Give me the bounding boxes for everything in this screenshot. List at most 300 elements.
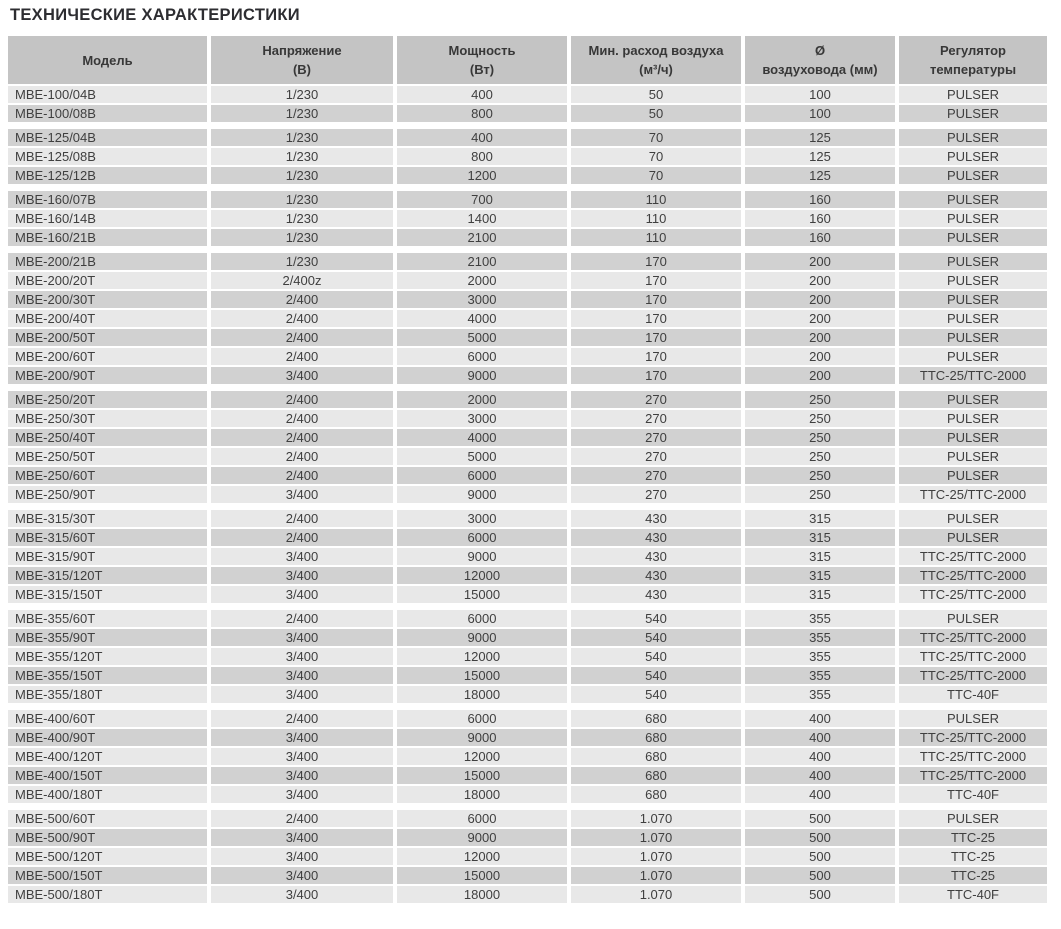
voltage-cell: 2/400 xyxy=(211,329,393,346)
table-row xyxy=(8,448,1047,465)
voltage-cell: 2/400 xyxy=(211,610,393,627)
voltage-cell: 2/400 xyxy=(211,310,393,327)
regulator-cell: TTC-25/TTC-2000 xyxy=(899,367,1047,384)
airflow-cell: 680 xyxy=(571,710,741,727)
voltage-cell: 3/400 xyxy=(211,629,393,646)
column-header-label: Регулятор xyxy=(940,43,1006,58)
regulator-cell: TTC-25/TTC-2000 xyxy=(899,667,1047,684)
model-cell: MBE-500/120T xyxy=(8,848,207,865)
group-spacer-cell xyxy=(8,805,1047,808)
power-cell: 12000 xyxy=(397,567,567,584)
power-cell: 5000 xyxy=(397,329,567,346)
power-cell: 700 xyxy=(397,191,567,208)
airflow-cell: 50 xyxy=(571,105,741,122)
power-cell: 12000 xyxy=(397,748,567,765)
duct-cell: 315 xyxy=(745,548,895,565)
power-cell: 15000 xyxy=(397,767,567,784)
airflow-cell: 170 xyxy=(571,291,741,308)
power-cell: 5000 xyxy=(397,448,567,465)
duct-cell: 200 xyxy=(745,310,895,327)
airflow-cell: 540 xyxy=(571,629,741,646)
airflow-cell: 270 xyxy=(571,410,741,427)
power-cell: 2000 xyxy=(397,391,567,408)
model-cell: MBE-200/20T xyxy=(8,272,207,289)
model-cell: MBE-200/21B xyxy=(8,253,207,270)
table-row xyxy=(8,510,1047,527)
group-spacer xyxy=(8,186,1047,189)
airflow-cell: 170 xyxy=(571,329,741,346)
voltage-cell: 2/400 xyxy=(211,510,393,527)
table-row xyxy=(8,410,1047,427)
regulator-cell: TTC-25/TTC-2000 xyxy=(899,767,1047,784)
table-row xyxy=(8,167,1047,184)
power-cell: 2100 xyxy=(397,253,567,270)
airflow-cell: 1.070 xyxy=(571,886,741,903)
duct-cell: 200 xyxy=(745,253,895,270)
airflow-cell: 430 xyxy=(571,567,741,584)
voltage-cell: 3/400 xyxy=(211,786,393,803)
table-row xyxy=(8,829,1047,846)
voltage-cell: 3/400 xyxy=(211,767,393,784)
table-row xyxy=(8,467,1047,484)
table-row xyxy=(8,210,1047,227)
power-cell: 1400 xyxy=(397,210,567,227)
regulator-cell: PULSER xyxy=(899,86,1047,103)
voltage-cell: 3/400 xyxy=(211,886,393,903)
power-cell: 2100 xyxy=(397,229,567,246)
voltage-cell: 3/400 xyxy=(211,567,393,584)
duct-cell: 200 xyxy=(745,272,895,289)
duct-cell: 400 xyxy=(745,710,895,727)
power-cell: 800 xyxy=(397,148,567,165)
model-cell: MBE-100/08B xyxy=(8,105,207,122)
duct-cell: 355 xyxy=(745,629,895,646)
voltage-cell: 3/400 xyxy=(211,748,393,765)
group-spacer-cell xyxy=(8,605,1047,608)
model-cell: MBE-500/150T xyxy=(8,867,207,884)
duct-cell: 200 xyxy=(745,367,895,384)
regulator-cell: PULSER xyxy=(899,210,1047,227)
power-cell: 9000 xyxy=(397,829,567,846)
duct-cell: 125 xyxy=(745,148,895,165)
model-cell: MBE-200/50T xyxy=(8,329,207,346)
voltage-cell: 2/400 xyxy=(211,429,393,446)
column-header-sublabel: воздуховода (мм) xyxy=(762,62,878,77)
column-header-model xyxy=(8,36,207,84)
regulator-cell: PULSER xyxy=(899,610,1047,627)
model-cell: MBE-160/07B xyxy=(8,191,207,208)
airflow-cell: 1.070 xyxy=(571,829,741,846)
voltage-cell: 3/400 xyxy=(211,586,393,603)
voltage-cell: 3/400 xyxy=(211,729,393,746)
model-cell: MBE-250/20T xyxy=(8,391,207,408)
model-cell: MBE-315/30T xyxy=(8,510,207,527)
airflow-cell: 430 xyxy=(571,548,741,565)
airflow-cell: 680 xyxy=(571,729,741,746)
regulator-cell: PULSER xyxy=(899,810,1047,827)
spec-table-body xyxy=(8,86,1047,903)
voltage-cell: 2/400 xyxy=(211,710,393,727)
duct-cell: 500 xyxy=(745,886,895,903)
table-row xyxy=(8,729,1047,746)
power-cell: 6000 xyxy=(397,810,567,827)
regulator-cell: PULSER xyxy=(899,429,1047,446)
power-cell: 400 xyxy=(397,86,567,103)
table-row xyxy=(8,748,1047,765)
table-row xyxy=(8,548,1047,565)
duct-cell: 500 xyxy=(745,867,895,884)
column-header-sublabel: (В) xyxy=(292,62,312,77)
model-cell: MBE-355/60T xyxy=(8,610,207,627)
table-row xyxy=(8,291,1047,308)
regulator-cell: PULSER xyxy=(899,191,1047,208)
airflow-cell: 170 xyxy=(571,310,741,327)
table-row xyxy=(8,610,1047,627)
voltage-cell: 1/230 xyxy=(211,167,393,184)
regulator-cell: TTC-25/TTC-2000 xyxy=(899,629,1047,646)
voltage-cell: 3/400 xyxy=(211,367,393,384)
column-header-voltage xyxy=(211,36,393,84)
airflow-cell: 680 xyxy=(571,748,741,765)
voltage-cell: 2/400 xyxy=(211,391,393,408)
duct-cell: 100 xyxy=(745,86,895,103)
group-spacer xyxy=(8,505,1047,508)
airflow-cell: 170 xyxy=(571,348,741,365)
regulator-cell: PULSER xyxy=(899,391,1047,408)
airflow-cell: 540 xyxy=(571,610,741,627)
column-header-temp-regulator xyxy=(899,36,1047,84)
voltage-cell: 2/400 xyxy=(211,410,393,427)
model-cell: MBE-250/40T xyxy=(8,429,207,446)
model-cell: MBE-250/90T xyxy=(8,486,207,503)
power-cell: 9000 xyxy=(397,486,567,503)
airflow-cell: 270 xyxy=(571,486,741,503)
regulator-cell: TTC-25/TTC-2000 xyxy=(899,648,1047,665)
power-cell: 15000 xyxy=(397,667,567,684)
regulator-cell: PULSER xyxy=(899,529,1047,546)
duct-cell: 250 xyxy=(745,467,895,484)
airflow-cell: 270 xyxy=(571,429,741,446)
regulator-cell: TTC-25/TTC-2000 xyxy=(899,548,1047,565)
duct-cell: 315 xyxy=(745,529,895,546)
group-spacer-cell xyxy=(8,124,1047,127)
regulator-cell: TTC-25/TTC-2000 xyxy=(899,586,1047,603)
group-spacer xyxy=(8,605,1047,608)
voltage-cell: 1/230 xyxy=(211,148,393,165)
power-cell: 12000 xyxy=(397,848,567,865)
duct-cell: 500 xyxy=(745,810,895,827)
airflow-cell: 110 xyxy=(571,210,741,227)
regulator-cell: TTC-40F xyxy=(899,886,1047,903)
table-row xyxy=(8,429,1047,446)
model-cell: MBE-100/04B xyxy=(8,86,207,103)
table-row xyxy=(8,191,1047,208)
airflow-cell: 170 xyxy=(571,253,741,270)
duct-cell: 250 xyxy=(745,486,895,503)
model-cell: MBE-200/60T xyxy=(8,348,207,365)
group-spacer xyxy=(8,248,1047,251)
voltage-cell: 1/230 xyxy=(211,129,393,146)
model-cell: MBE-500/60T xyxy=(8,810,207,827)
airflow-cell: 110 xyxy=(571,229,741,246)
regulator-cell: TTC-40F xyxy=(899,786,1047,803)
table-row xyxy=(8,848,1047,865)
model-cell: MBE-400/90T xyxy=(8,729,207,746)
power-cell: 800 xyxy=(397,105,567,122)
power-cell: 15000 xyxy=(397,867,567,884)
voltage-cell: 2/400 xyxy=(211,529,393,546)
power-cell: 6000 xyxy=(397,467,567,484)
column-header-label: Модель xyxy=(82,52,133,68)
duct-cell: 355 xyxy=(745,648,895,665)
duct-cell: 200 xyxy=(745,348,895,365)
regulator-cell: PULSER xyxy=(899,148,1047,165)
regulator-cell: PULSER xyxy=(899,410,1047,427)
duct-cell: 160 xyxy=(745,191,895,208)
duct-cell: 500 xyxy=(745,848,895,865)
table-row xyxy=(8,629,1047,646)
model-cell: MBE-355/150T xyxy=(8,667,207,684)
voltage-cell: 2/400 xyxy=(211,348,393,365)
regulator-cell: PULSER xyxy=(899,510,1047,527)
model-cell: MBE-400/120T xyxy=(8,748,207,765)
voltage-cell: 3/400 xyxy=(211,667,393,684)
power-cell: 6000 xyxy=(397,529,567,546)
airflow-cell: 270 xyxy=(571,467,741,484)
airflow-cell: 1.070 xyxy=(571,867,741,884)
power-cell: 6000 xyxy=(397,610,567,627)
model-cell: MBE-400/150T xyxy=(8,767,207,784)
duct-cell: 355 xyxy=(745,667,895,684)
power-cell: 18000 xyxy=(397,686,567,703)
airflow-cell: 430 xyxy=(571,529,741,546)
duct-cell: 315 xyxy=(745,567,895,584)
regulator-cell: PULSER xyxy=(899,253,1047,270)
group-spacer xyxy=(8,386,1047,389)
table-row xyxy=(8,272,1047,289)
column-header-sublabel: (м³/ч) xyxy=(639,62,673,77)
duct-cell: 250 xyxy=(745,429,895,446)
power-cell: 15000 xyxy=(397,586,567,603)
table-row xyxy=(8,710,1047,727)
power-cell: 400 xyxy=(397,129,567,146)
duct-cell: 100 xyxy=(745,105,895,122)
table-row xyxy=(8,867,1047,884)
voltage-cell: 3/400 xyxy=(211,848,393,865)
voltage-cell: 3/400 xyxy=(211,486,393,503)
group-spacer xyxy=(8,124,1047,127)
model-cell: MBE-250/50T xyxy=(8,448,207,465)
regulator-cell: TTC-25 xyxy=(899,867,1047,884)
column-header-power xyxy=(397,36,567,84)
group-spacer xyxy=(8,705,1047,708)
voltage-cell: 3/400 xyxy=(211,648,393,665)
group-spacer-cell xyxy=(8,505,1047,508)
model-cell: MBE-200/30T xyxy=(8,291,207,308)
column-header-label: Мин. расход воздуха xyxy=(588,43,724,58)
table-row xyxy=(8,586,1047,603)
table-row xyxy=(8,886,1047,903)
model-cell: MBE-200/90T xyxy=(8,367,207,384)
regulator-cell: TTC-25 xyxy=(899,848,1047,865)
model-cell: MBE-355/180T xyxy=(8,686,207,703)
model-cell: MBE-355/90T xyxy=(8,629,207,646)
group-spacer-cell xyxy=(8,386,1047,389)
table-row xyxy=(8,229,1047,246)
voltage-cell: 2/400 xyxy=(211,448,393,465)
power-cell: 9000 xyxy=(397,729,567,746)
regulator-cell: PULSER xyxy=(899,129,1047,146)
table-row xyxy=(8,105,1047,122)
voltage-cell: 1/230 xyxy=(211,210,393,227)
regulator-cell: PULSER xyxy=(899,448,1047,465)
table-row xyxy=(8,348,1047,365)
regulator-cell: PULSER xyxy=(899,329,1047,346)
voltage-cell: 1/230 xyxy=(211,229,393,246)
voltage-cell: 1/230 xyxy=(211,86,393,103)
power-cell: 4000 xyxy=(397,429,567,446)
table-row xyxy=(8,391,1047,408)
duct-cell: 125 xyxy=(745,167,895,184)
duct-cell: 400 xyxy=(745,729,895,746)
voltage-cell: 1/230 xyxy=(211,105,393,122)
airflow-cell: 270 xyxy=(571,391,741,408)
column-header-label: Ø xyxy=(814,43,826,58)
power-cell: 9000 xyxy=(397,367,567,384)
regulator-cell: TTC-25 xyxy=(899,829,1047,846)
voltage-cell: 3/400 xyxy=(211,548,393,565)
airflow-cell: 1.070 xyxy=(571,810,741,827)
airflow-cell: 270 xyxy=(571,448,741,465)
table-row xyxy=(8,486,1047,503)
model-cell: MBE-125/04B xyxy=(8,129,207,146)
power-cell: 3000 xyxy=(397,510,567,527)
model-cell: MBE-250/30T xyxy=(8,410,207,427)
power-cell: 4000 xyxy=(397,310,567,327)
table-row xyxy=(8,810,1047,827)
column-header-label: Напряжение xyxy=(262,43,342,58)
voltage-cell: 1/230 xyxy=(211,253,393,270)
airflow-cell: 540 xyxy=(571,686,741,703)
regulator-cell: PULSER xyxy=(899,105,1047,122)
model-cell: MBE-160/21B xyxy=(8,229,207,246)
table-row xyxy=(8,129,1047,146)
duct-cell: 200 xyxy=(745,329,895,346)
regulator-cell: TTC-40F xyxy=(899,686,1047,703)
column-header-sublabel: (Вт) xyxy=(469,62,495,77)
spec-table xyxy=(4,34,1051,905)
duct-cell: 400 xyxy=(745,786,895,803)
table-row xyxy=(8,529,1047,546)
group-spacer xyxy=(8,805,1047,808)
duct-cell: 160 xyxy=(745,210,895,227)
table-row xyxy=(8,367,1047,384)
regulator-cell: TTC-25/TTC-2000 xyxy=(899,748,1047,765)
voltage-cell: 3/400 xyxy=(211,867,393,884)
model-cell: MBE-500/90T xyxy=(8,829,207,846)
regulator-cell: PULSER xyxy=(899,348,1047,365)
airflow-cell: 50 xyxy=(571,86,741,103)
column-header-airflow xyxy=(571,36,741,84)
power-cell: 12000 xyxy=(397,648,567,665)
regulator-cell: PULSER xyxy=(899,467,1047,484)
duct-cell: 315 xyxy=(745,510,895,527)
spec-table-header xyxy=(8,36,1047,84)
table-row xyxy=(8,686,1047,703)
airflow-cell: 170 xyxy=(571,272,741,289)
airflow-cell: 110 xyxy=(571,191,741,208)
duct-cell: 200 xyxy=(745,291,895,308)
group-spacer-cell xyxy=(8,186,1047,189)
power-cell: 9000 xyxy=(397,548,567,565)
power-cell: 1200 xyxy=(397,167,567,184)
model-cell: MBE-200/40T xyxy=(8,310,207,327)
power-cell: 3000 xyxy=(397,291,567,308)
voltage-cell: 2/400z xyxy=(211,272,393,289)
model-cell: MBE-500/180T xyxy=(8,886,207,903)
power-cell: 9000 xyxy=(397,629,567,646)
duct-cell: 400 xyxy=(745,748,895,765)
regulator-cell: TTC-25/TTC-2000 xyxy=(899,729,1047,746)
regulator-cell: PULSER xyxy=(899,710,1047,727)
table-row xyxy=(8,148,1047,165)
voltage-cell: 3/400 xyxy=(211,686,393,703)
airflow-cell: 680 xyxy=(571,767,741,784)
power-cell: 18000 xyxy=(397,886,567,903)
airflow-cell: 170 xyxy=(571,367,741,384)
model-cell: MBE-160/14B xyxy=(8,210,207,227)
duct-cell: 250 xyxy=(745,391,895,408)
model-cell: MBE-315/60T xyxy=(8,529,207,546)
model-cell: MBE-315/120T xyxy=(8,567,207,584)
model-cell: MBE-125/08B xyxy=(8,148,207,165)
group-spacer-cell xyxy=(8,248,1047,251)
table-row xyxy=(8,667,1047,684)
duct-cell: 355 xyxy=(745,610,895,627)
duct-cell: 355 xyxy=(745,686,895,703)
duct-cell: 315 xyxy=(745,586,895,603)
table-row xyxy=(8,310,1047,327)
table-row xyxy=(8,767,1047,784)
table-row xyxy=(8,567,1047,584)
model-cell: MBE-315/150T xyxy=(8,586,207,603)
airflow-cell: 540 xyxy=(571,648,741,665)
airflow-cell: 540 xyxy=(571,667,741,684)
regulator-cell: TTC-25/TTC-2000 xyxy=(899,567,1047,584)
airflow-cell: 430 xyxy=(571,586,741,603)
table-row xyxy=(8,648,1047,665)
airflow-cell: 1.070 xyxy=(571,848,741,865)
duct-cell: 500 xyxy=(745,829,895,846)
power-cell: 6000 xyxy=(397,710,567,727)
power-cell: 6000 xyxy=(397,348,567,365)
power-cell: 3000 xyxy=(397,410,567,427)
column-header-duct-diameter xyxy=(745,36,895,84)
airflow-cell: 680 xyxy=(571,786,741,803)
voltage-cell: 2/400 xyxy=(211,810,393,827)
model-cell: MBE-125/12B xyxy=(8,167,207,184)
voltage-cell: 1/230 xyxy=(211,191,393,208)
model-cell: MBE-400/60T xyxy=(8,710,207,727)
power-cell: 2000 xyxy=(397,272,567,289)
voltage-cell: 3/400 xyxy=(211,829,393,846)
power-cell: 18000 xyxy=(397,786,567,803)
duct-cell: 125 xyxy=(745,129,895,146)
model-cell: MBE-315/90T xyxy=(8,548,207,565)
regulator-cell: PULSER xyxy=(899,272,1047,289)
table-row xyxy=(8,329,1047,346)
voltage-cell: 2/400 xyxy=(211,291,393,308)
